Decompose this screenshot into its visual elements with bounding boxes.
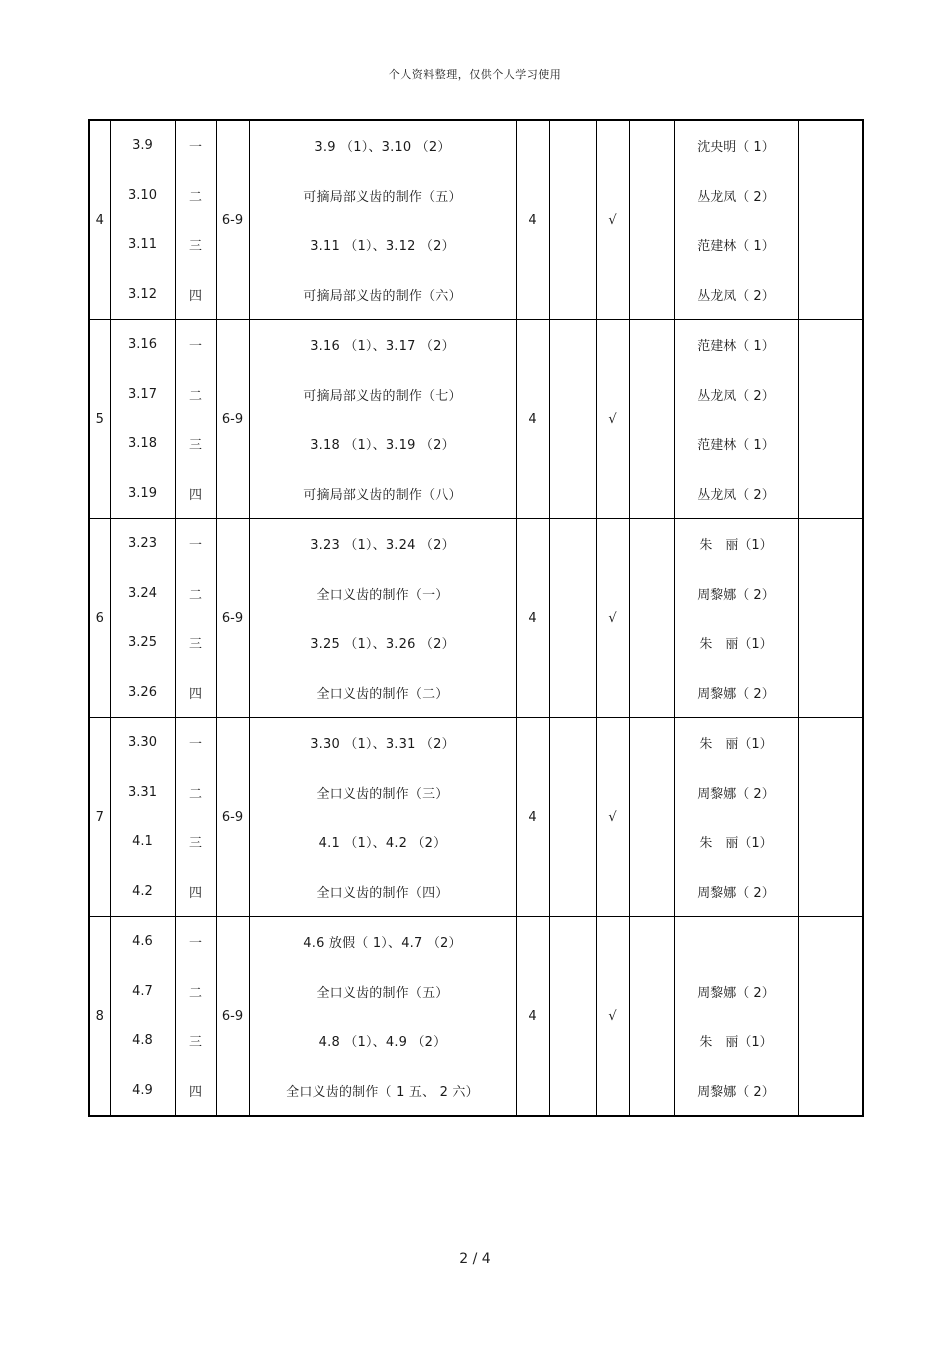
notes-cell	[798, 120, 863, 320]
hours-cell: 4	[516, 120, 549, 320]
weekday-cell: 四	[175, 270, 216, 320]
week-number-cell: 5	[89, 320, 110, 519]
teacher-cell: 丛龙凤（ 2）	[674, 469, 798, 519]
table-row	[89, 569, 863, 619]
content-cell: 3.25 （1）、3.26 （2）	[249, 618, 516, 668]
table-row	[89, 768, 863, 818]
weekday-cell: 三	[175, 817, 216, 867]
check-cell: √	[596, 120, 629, 320]
table-row	[89, 419, 863, 469]
notes-cell	[798, 917, 863, 1117]
schedule-table-body	[89, 120, 863, 1116]
table-row	[89, 618, 863, 668]
content-cell: 3.16 （1）、3.17 （2）	[249, 320, 516, 370]
teacher-cell: 朱 丽（1）	[674, 817, 798, 867]
table-row	[89, 120, 863, 171]
hours-cell: 4	[516, 917, 549, 1117]
teacher-cell: 范建林（ 1）	[674, 220, 798, 270]
period-cell: 6-9	[216, 917, 249, 1117]
table-row	[89, 370, 863, 420]
teacher-cell: 周黎娜（ 2）	[674, 569, 798, 619]
content-cell: 3.11 （1）、3.12 （2）	[249, 220, 516, 270]
empty-cell	[549, 120, 596, 320]
schedule-table	[88, 119, 864, 1117]
date-cell: 3.9	[110, 120, 175, 171]
period-cell: 6-9	[216, 320, 249, 519]
weekday-cell: 二	[175, 370, 216, 420]
content-cell: 全口义齿的制作（三）	[249, 768, 516, 818]
teacher-cell: 周黎娜（ 2）	[674, 967, 798, 1017]
content-cell: 全口义齿的制作（四）	[249, 867, 516, 917]
date-cell: 4.9	[110, 1066, 175, 1117]
empty-cell	[549, 519, 596, 718]
empty-cell	[549, 320, 596, 519]
date-cell: 4.2	[110, 867, 175, 917]
teacher-cell: 范建林（ 1）	[674, 320, 798, 370]
period-cell: 6-9	[216, 519, 249, 718]
table-row	[89, 171, 863, 221]
teacher-cell: 朱 丽（1）	[674, 1016, 798, 1066]
date-cell: 3.12	[110, 270, 175, 320]
weekday-cell: 二	[175, 768, 216, 818]
teacher-cell: 周黎娜（ 2）	[674, 668, 798, 718]
date-cell: 3.24	[110, 569, 175, 619]
teacher-cell: 丛龙凤（ 2）	[674, 370, 798, 420]
teacher-cell: 周黎娜（ 2）	[674, 1066, 798, 1117]
content-cell: 3.23 （1）、3.24 （2）	[249, 519, 516, 569]
content-cell: 4.1 （1）、4.2 （2）	[249, 817, 516, 867]
date-cell: 3.23	[110, 519, 175, 569]
content-cell: 全口义齿的制作（ 1 五、 2 六）	[249, 1066, 516, 1117]
weekday-cell: 一	[175, 917, 216, 967]
weekday-cell: 一	[175, 120, 216, 171]
date-cell: 4.8	[110, 1016, 175, 1066]
content-cell: 全口义齿的制作（二）	[249, 668, 516, 718]
hours-cell: 4	[516, 320, 549, 519]
notes-cell	[798, 519, 863, 718]
table-row	[89, 220, 863, 270]
teacher-cell: 丛龙凤（ 2）	[674, 171, 798, 221]
teacher-cell: 周黎娜（ 2）	[674, 867, 798, 917]
date-cell: 3.18	[110, 419, 175, 469]
date-cell: 4.7	[110, 967, 175, 1017]
table-row	[89, 320, 863, 370]
date-cell: 3.31	[110, 768, 175, 818]
teacher-cell: 朱 丽（1）	[674, 618, 798, 668]
page-number: 2 / 4	[459, 1251, 491, 1267]
date-cell: 3.10	[110, 171, 175, 221]
date-cell: 3.19	[110, 469, 175, 519]
notes-cell	[798, 718, 863, 917]
check-cell: √	[596, 320, 629, 519]
hours-cell: 4	[516, 718, 549, 917]
week-number-cell: 8	[89, 917, 110, 1117]
empty-cell	[629, 519, 674, 718]
content-cell: 4.6 放假（ 1）、4.7 （2）	[249, 917, 516, 967]
weekday-cell: 一	[175, 519, 216, 569]
notes-cell	[798, 320, 863, 519]
teacher-cell: 沈央明（ 1）	[674, 120, 798, 171]
empty-cell	[549, 917, 596, 1117]
date-cell: 3.17	[110, 370, 175, 420]
date-cell: 3.25	[110, 618, 175, 668]
table-row	[89, 1066, 863, 1117]
page-header: 个人资料整理，仅供个人学习使用	[388, 68, 562, 81]
table-row	[89, 270, 863, 320]
content-cell: 4.8 （1）、4.9 （2）	[249, 1016, 516, 1066]
table-row	[89, 718, 863, 768]
weekday-cell: 二	[175, 967, 216, 1017]
table-row	[89, 967, 863, 1017]
content-cell: 全口义齿的制作（一）	[249, 569, 516, 619]
empty-cell	[629, 917, 674, 1117]
date-cell: 4.1	[110, 817, 175, 867]
content-cell: 3.30 （1）、3.31 （2）	[249, 718, 516, 768]
teacher-cell: 朱 丽（1）	[674, 519, 798, 569]
content-cell: 可摘局部义齿的制作（八）	[249, 469, 516, 519]
date-cell: 3.26	[110, 668, 175, 718]
hours-cell: 4	[516, 519, 549, 718]
content-cell: 3.9 （1）、3.10 （2）	[249, 120, 516, 171]
empty-cell	[629, 320, 674, 519]
week-number-cell: 4	[89, 120, 110, 320]
empty-cell	[629, 718, 674, 917]
weekday-cell: 一	[175, 718, 216, 768]
period-cell: 6-9	[216, 120, 249, 320]
check-cell: √	[596, 917, 629, 1117]
weekday-cell: 三	[175, 220, 216, 270]
table-row	[89, 668, 863, 718]
content-cell: 3.18 （1）、3.19 （2）	[249, 419, 516, 469]
weekday-cell: 三	[175, 618, 216, 668]
period-cell: 6-9	[216, 718, 249, 917]
weekday-cell: 二	[175, 171, 216, 221]
weekday-cell: 三	[175, 419, 216, 469]
weekday-cell: 三	[175, 1016, 216, 1066]
weekday-cell: 四	[175, 668, 216, 718]
date-cell: 3.16	[110, 320, 175, 370]
date-cell: 3.30	[110, 718, 175, 768]
weekday-cell: 四	[175, 867, 216, 917]
weekday-cell: 一	[175, 320, 216, 370]
empty-cell	[549, 718, 596, 917]
teacher-cell: 丛龙凤（ 2）	[674, 270, 798, 320]
weekday-cell: 四	[175, 469, 216, 519]
teacher-cell	[674, 917, 798, 967]
table-row	[89, 867, 863, 917]
week-number-cell: 6	[89, 519, 110, 718]
table-row	[89, 1016, 863, 1066]
table-row	[89, 917, 863, 967]
check-cell: √	[596, 519, 629, 718]
content-cell: 全口义齿的制作（五）	[249, 967, 516, 1017]
date-cell: 4.6	[110, 917, 175, 967]
weekday-cell: 二	[175, 569, 216, 619]
week-number-cell: 7	[89, 718, 110, 917]
check-cell: √	[596, 718, 629, 917]
content-cell: 可摘局部义齿的制作（七）	[249, 370, 516, 420]
teacher-cell: 范建林（ 1）	[674, 419, 798, 469]
empty-cell	[629, 120, 674, 320]
content-cell: 可摘局部义齿的制作（五）	[249, 171, 516, 221]
content-cell: 可摘局部义齿的制作（六）	[249, 270, 516, 320]
teacher-cell: 周黎娜（ 2）	[674, 768, 798, 818]
teacher-cell: 朱 丽（1）	[674, 718, 798, 768]
weekday-cell: 四	[175, 1066, 216, 1117]
date-cell: 3.11	[110, 220, 175, 270]
table-row	[89, 469, 863, 519]
table-row	[89, 519, 863, 569]
table-row	[89, 817, 863, 867]
